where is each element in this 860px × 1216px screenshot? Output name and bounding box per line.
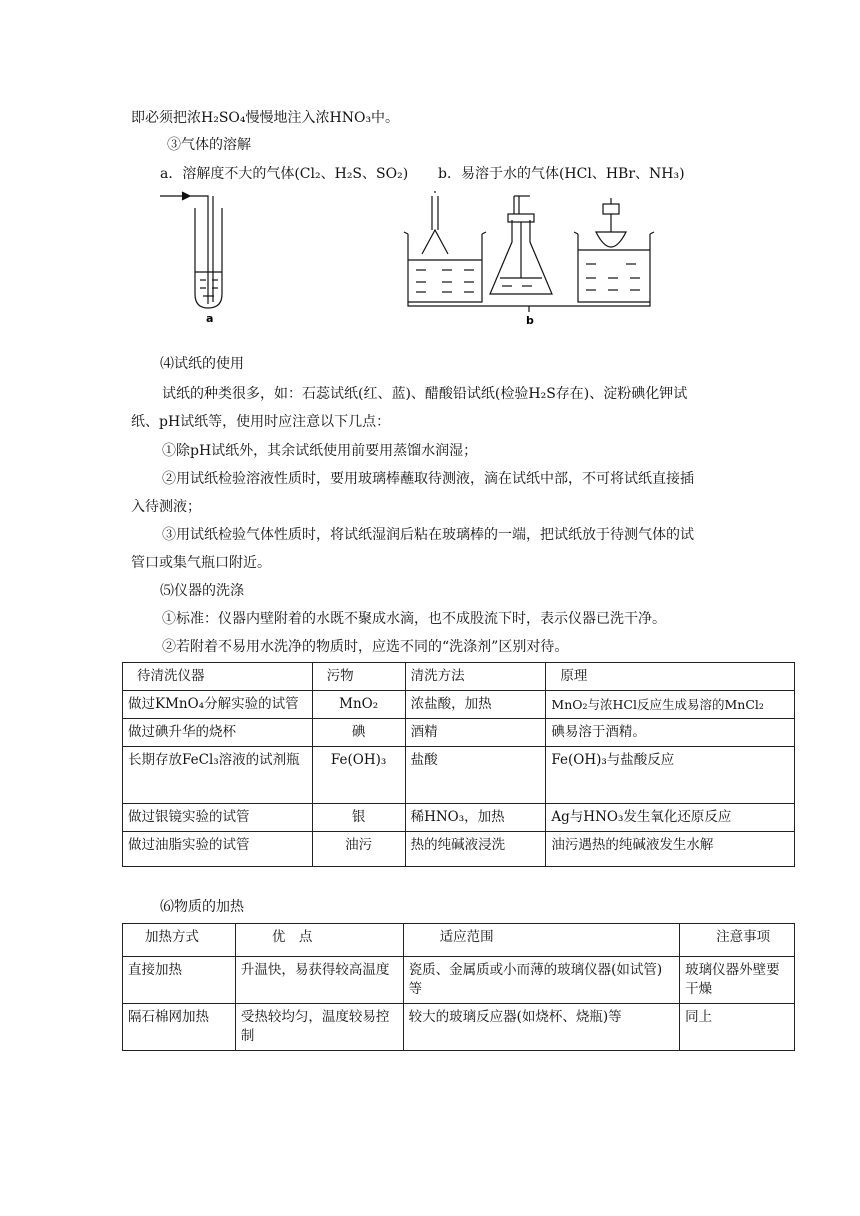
table-row (123, 832, 795, 867)
table-row (123, 719, 795, 747)
figure-b-conical-flask (490, 196, 552, 294)
table-row (123, 957, 795, 1004)
table-cell: 隔石棉网加热 (123, 1004, 236, 1051)
table-cell: 受热较均匀，温度较易控制 (235, 1004, 403, 1051)
table-row (123, 1004, 795, 1051)
section-5-heading: ⑸仪器的洗涤 (160, 583, 244, 599)
table-cell: Ag与HNO₃发生氧化还原反应 (546, 804, 795, 832)
section-4-heading: ⑷试纸的使用 (160, 356, 244, 372)
gas-dissolution-apparatus-figure (150, 184, 690, 324)
paragraph-line: ①除pH试纸外，其余试纸使用前要用蒸馏水润湿； (162, 443, 478, 459)
table-cell: MnO₂ (312, 691, 405, 719)
table-header-cell: 适应范围 (403, 924, 680, 957)
table-header-cell: 清洗方法 (405, 663, 546, 691)
figure-b-beaker-funnel (404, 192, 486, 302)
table-header-row (123, 924, 795, 957)
table-cell: 稀HNO₃，加热 (405, 804, 546, 832)
table-cell: 做过碘升华的烧杯 (123, 719, 313, 747)
table-cell: Fe(OH)₃与盐酸反应 (546, 747, 795, 804)
paragraph-line: 管口或集气瓶口附近。 (131, 555, 271, 571)
paragraph-line: ③用试纸检验气体性质时，将试纸湿润后粘在玻璃棒的一端，把试纸放于待测气体的试 (162, 527, 694, 543)
table-cell: 碘 (312, 719, 405, 747)
table-cell: 升温快，易获得较高温度 (235, 957, 403, 1004)
table-cell: 做过KMnO₄分解实验的试管 (123, 691, 313, 719)
table-cell: 瓷质、金属质或小而薄的玻璃仪器(如试管)等 (403, 957, 680, 1004)
gas-dissolution-heading: ③气体的溶解 (167, 137, 251, 153)
paragraph-line: 入待测液； (131, 499, 201, 515)
table-cell: 热的纯碱液浸洗 (405, 832, 546, 867)
table-header-cell: 污物 (312, 663, 405, 691)
figure-b-label: b (526, 314, 534, 324)
table-row (123, 804, 795, 832)
section-6-heading: ⑹物质的加热 (160, 899, 244, 915)
paragraph-line: 纸、pH试纸等，使用时应注意以下几点： (131, 414, 391, 430)
table-cell: 碘易溶于酒精。 (546, 719, 795, 747)
table-header-cell: 加热方式 (123, 924, 236, 957)
paragraph-line: 试纸的种类很多，如：石蕊试纸(红、蓝)、醋酸铅试纸(检验H₂S存在)、淀粉碘化钾试 (162, 386, 688, 402)
table-cell: 较大的玻璃反应器(如烧杯、烧瓶)等 (403, 1004, 680, 1051)
table-cell: 做过油脂实验的试管 (123, 832, 313, 867)
instrument-washing-table (122, 662, 795, 867)
table-cell: 油污 (312, 832, 405, 867)
table-cell: 长期存放FeCl₃溶液的试剂瓶 (123, 747, 313, 804)
paragraph-line: ②若附着不易用水洗净的物质时，应选不同的“洗涤剂”区别对待。 (162, 639, 569, 655)
paragraph-line: ②用试纸检验溶液性质时，要用玻璃棒蘸取待测液，滴在试纸中部，不可将试纸直接插 (162, 471, 694, 487)
table-cell: 盐酸 (405, 747, 546, 804)
table-cell: Fe(OH)₃ (312, 747, 405, 804)
figure-a-label: a (206, 312, 214, 324)
table-cell: 同上 (680, 1004, 795, 1051)
table-cell: 直接加热 (123, 957, 236, 1004)
table-row (123, 691, 795, 719)
table-header-cell: 待清洗仪器 (123, 663, 313, 691)
low-solubility-gases-label: a．溶解度不大的气体(Cl₂、H₂S、SO₂) (160, 166, 409, 182)
table-cell: 做过银镜实验的试管 (123, 804, 313, 832)
table-header-row (123, 663, 795, 691)
table-cell: 浓盐酸，加热 (405, 691, 546, 719)
table-row (123, 747, 795, 804)
table-cell: 酒精 (405, 719, 546, 747)
table-cell: 油污遇热的纯碱液发生水解 (546, 832, 795, 867)
text-line-h2so4: 即必须把浓H₂SO₄慢慢地注入浓HNO₃中。 (131, 110, 400, 126)
table-header-cell: 原理 (546, 663, 795, 691)
figure-a-test-tube (160, 192, 222, 308)
table-cell: 银 (312, 804, 405, 832)
paragraph-line: ①标准：仪器内壁附着的水既不聚成水滴，也不成股流下时，表示仪器已洗干净。 (162, 611, 666, 627)
table-header-cell: 注意事项 (680, 924, 795, 957)
table-header-cell: 优 点 (235, 924, 403, 957)
figure-b-beaker-with-funnel (574, 198, 654, 302)
high-solubility-gases-label: b．易溶于水的气体(HCl、HBr、NH₃) (438, 166, 685, 182)
heating-methods-table (122, 923, 795, 1051)
table-cell: MnO₂与浓HCl反应生成易溶的MnCl₂ (546, 691, 795, 719)
table-cell: 玻璃仪器外壁要干燥 (680, 957, 795, 1004)
